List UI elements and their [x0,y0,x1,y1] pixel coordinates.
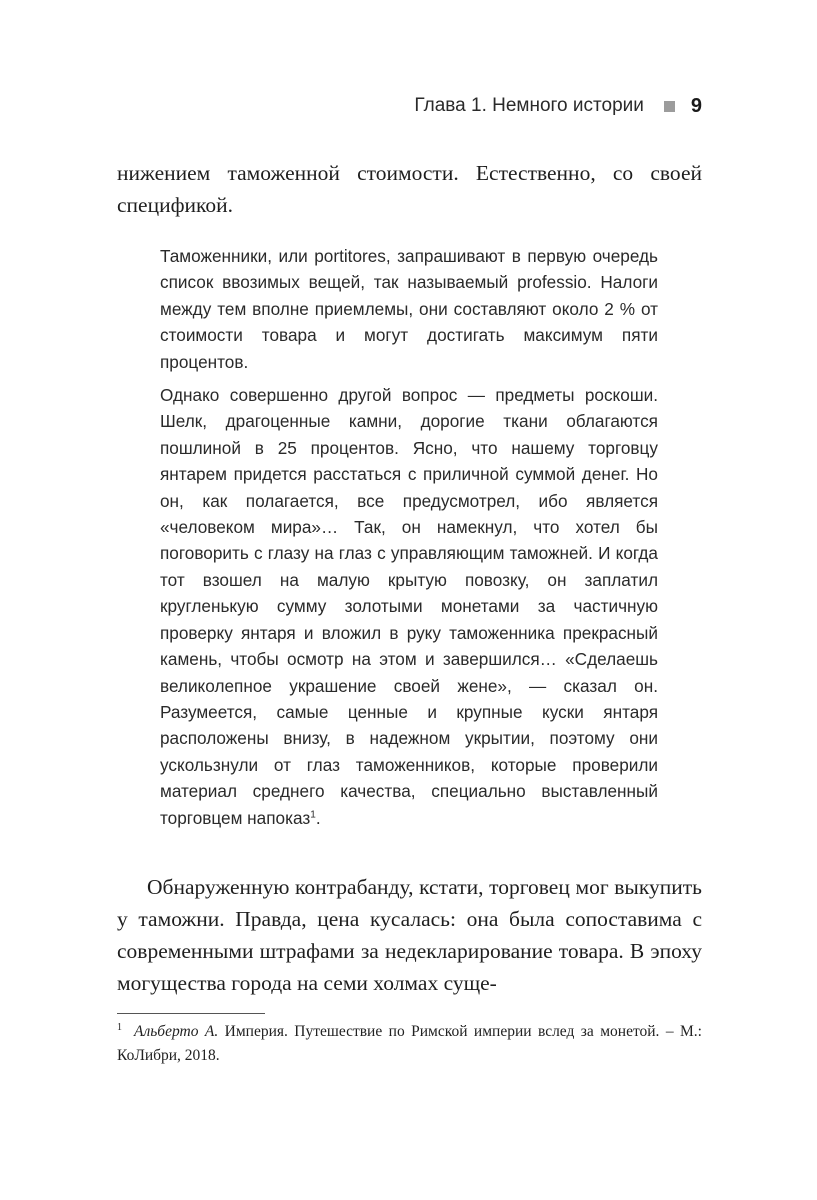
footnote-text: Империя. Путешествие по Римской империи вслед за монетой. – М.: КоЛибри, 2018. [117,1023,702,1064]
quote-paragraph [160,382,658,831]
body-paragraph: нижением таможенной стоимости. Естественно, со своей спецификой. [117,161,702,217]
footnote-reference[interactable]: 1 [310,808,316,820]
separator-square-icon [664,101,675,112]
footnote-marker: 1 [117,1021,122,1033]
running-header [117,92,702,120]
quote-text: Однако совершенно другой вопрос — предметы роскоши. Шелк, драгоценные камни, дорогие ткани облагаются пошлиной в 25 процентов. Ясно, что нашему торговцу янтарем придется расстаться с приличной суммой денег. Но он, как полагается, все предусмотрел, ибо является «человеком мира»… Так, он намекнул, что хотел бы поговорить с глазу на глаз с управляющим таможней. И когда тот взошел на малую крытую повозку, он заплатил кругленькую сумму золотыми монетами за частичную проверку янтаря и вложил в руку таможенника прекрасный камень, чтобы осмотр на этом и завершился… «Сделаешь великолепное украшение своей жене», — сказал он. Разумеется, самые ценные и крупные куски янтаря расположены внизу, в надежном укрытии, поэтому они ускользнули от глаз таможенников, которые проверили материал среднего качества, специально выставленный торговцем напоказ [160,385,658,828]
footnote-divider [117,1013,265,1014]
footnote [117,1020,702,1068]
chapter-title: Глава 1. Немного истории [414,95,644,116]
body-paragraph: Обнаруженную контрабанду, кстати, торговец мог выкупить у таможни. Правда, цена кусалась: она была сопоставима с современными штрафами за недекларирование товара. В эпоху могущества города на семи холмах суще- [117,875,702,995]
quote-end-punctuation: . [315,807,321,828]
page-number: 9 [690,94,702,117]
footnote-author: Альберто А. [134,1023,219,1040]
quote-paragraph: Таможенники, или portitores, запрашивают в первую очередь список ввозимых вещей, так называемый professio. Налоги между тем вполне приемлемы, они составляют около 2 % от стоимости товара и могут достигать максимум пяти процентов. [160,246,658,372]
block-quote [160,243,658,831]
